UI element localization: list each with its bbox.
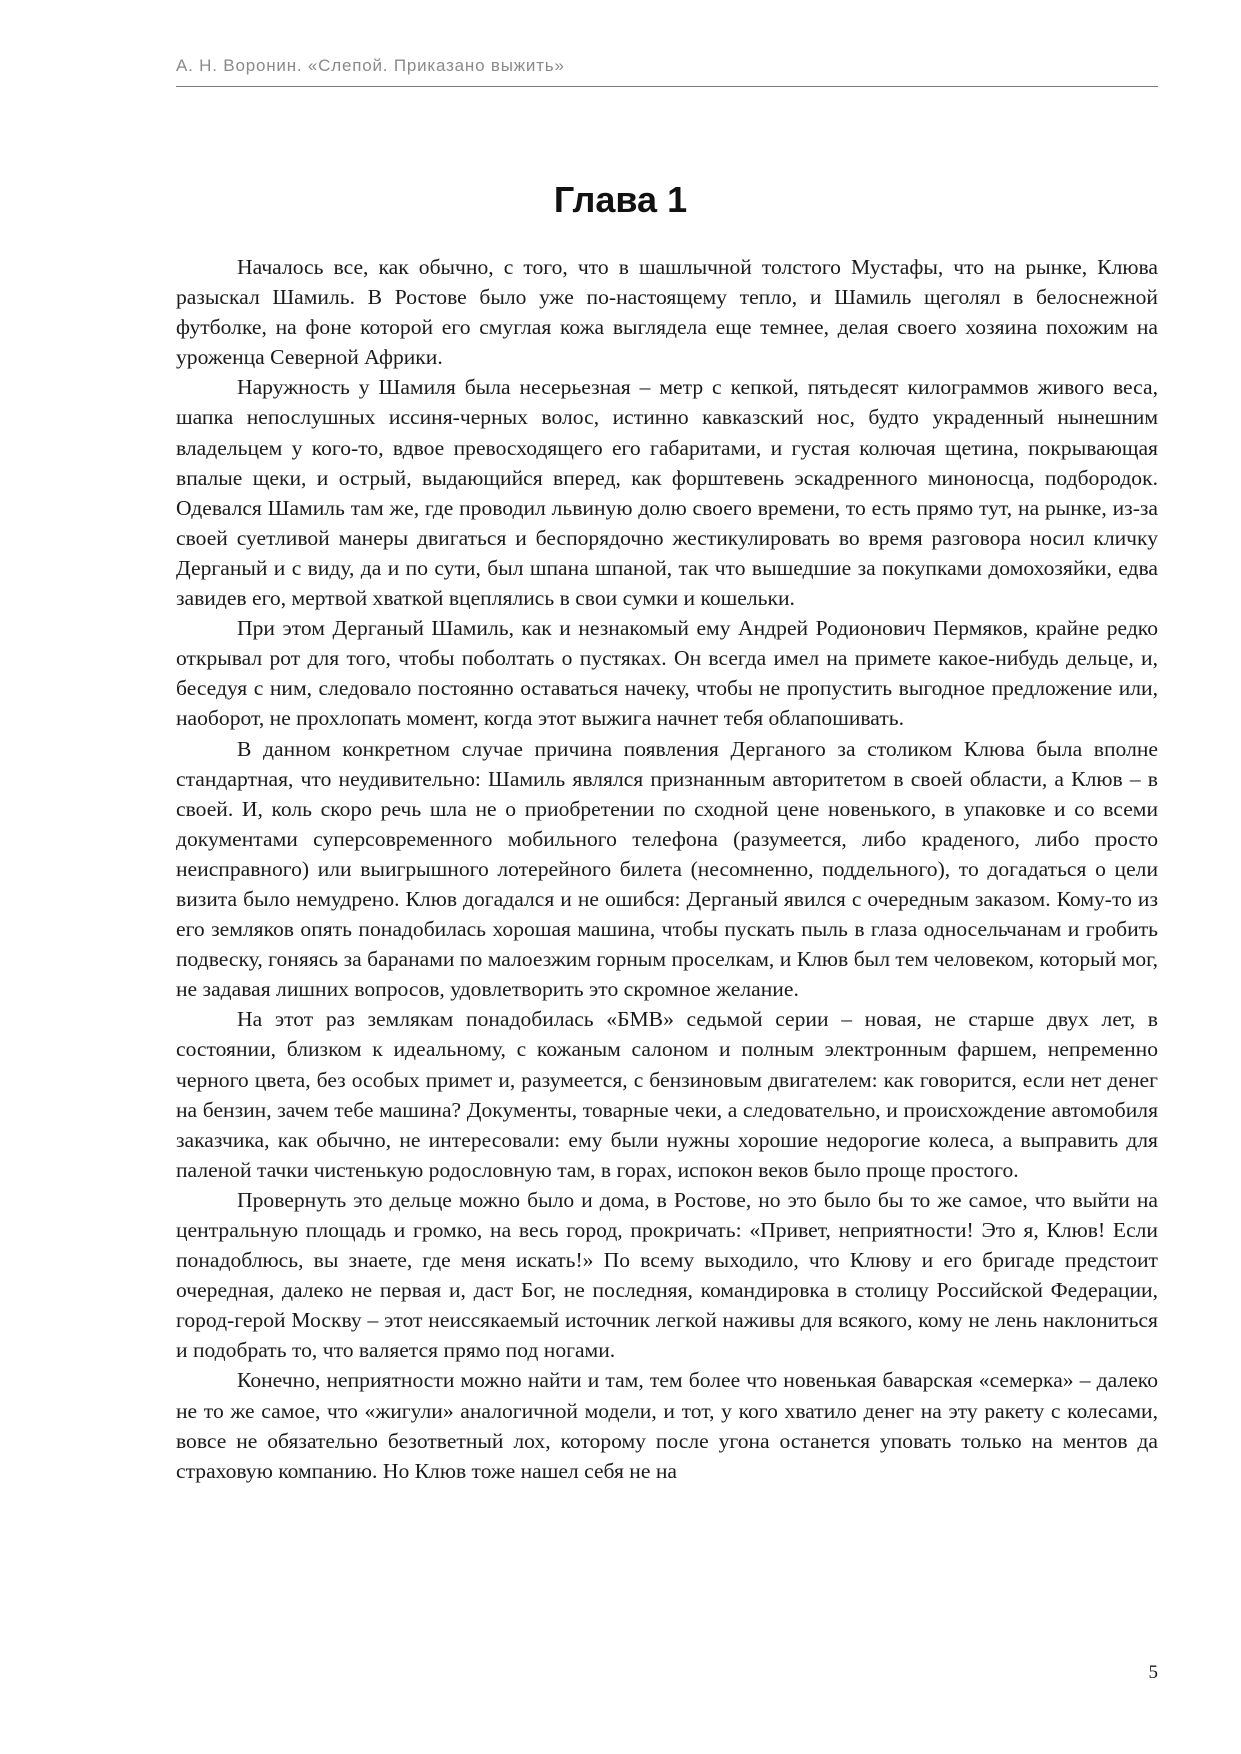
paragraph: Началось все, как обычно, с того, что в шашлычной толстого Мустафы, что на рынке, Клюва разыскал Шамиль. В Ростове было уже по-настоящему тепло, и Шамиль щеголял в белоснежной футболке, на фоне которой его смуглая кожа выглядела еще темнее, делая своего хозяина похожим на уроженца Северной Африки. bbox=[176, 255, 1158, 370]
paragraph: Наружность у Шамиля была несерьезная – метр с кепкой, пятьдесят килограммов живого веса, шапка непослушных иссиня-черных волос, истинно кавказский нос, будто украденный нынешним владельцем у кого-то, вдвое превосходящего его габаритами, и густая колючая щетина, покрывающая впалые щеки, и острый, выдающийся вперед, как форштевень эскадренного миноносца, подбородок. Одевался Шамиль там же, где проводил львиную долю своего времени, то есть прямо тут, на рынке, из-за своей суетливой манеры двигаться и беспорядочно жестикулировать во время разговора носил кличку Дерганый и с виду, да и по сути, был шпана шпаной, так что вышедшие за покупками домохозяйки, едва завидев его, мертвой хваткой вцеплялись в свои сумки и кошельки. bbox=[176, 375, 1158, 611]
paragraph: Конечно, неприятности можно найти и там, тем более что новенькая баварская «семерка» – далеко не то же самое, что «жигули» аналогичной модели, и тот, у кого хватило денег на эту ракету с колесами, вовсе не обязательно безответный лох, которому после угона останется уповать только на ментов да страховую компанию. Но Клюв тоже нашел себя не на bbox=[176, 1368, 1158, 1483]
chapter-title: Глава 1 bbox=[553, 179, 688, 220]
running-header: А. Н. Воронин. «Слепой. Приказано выжить» bbox=[176, 56, 565, 75]
body-text bbox=[176, 252, 1158, 1486]
paragraph: При этом Дерганый Шамиль, как и незнакомый ему Андрей Родионович Пермяков, крайне редко открывал рот для того, чтобы поболтать о пустяках. Он всегда имел на примете какое-нибудь дельце, и, беседуя с ним, следовало постоянно оставаться начеку, чтобы не пропустить выгодное предложение или, наоборот, не прохлопать момент, когда этот выжига начнет тебя облапошивать. bbox=[176, 616, 1158, 731]
header-divider bbox=[176, 86, 1158, 87]
page-number: 5 bbox=[1148, 1662, 1158, 1683]
paragraph: На этот раз землякам понадобилась «БМВ» седьмой серии – новая, не старше двух лет, в состоянии, близком к идеальному, с кожаным салоном и полным электронным фаршем, непременно черного цвета, без особых примет и, разумеется, с бензиновым двигателем: как говорится, если нет денег на бензин, зачем тебе машина? Документы, товарные чеки, а следовательно, и происхождение автомобиля заказчика, как обычно, не интересовали: ему были нужны хорошие недорогие колеса, а выправить для паленой тачки чистенькую родословную там, в горах, испокон веков было проще простого. bbox=[176, 1007, 1158, 1182]
paragraph: Провернуть это дельце можно было и дома, в Ростове, но это было бы то же самое, что выйти на центральную площадь и громко, на весь город, прокричать: «Привет, неприятности! Это я, Клюв! Если понадоблюсь, вы знаете, где меня искать!» По всему выходило, что Клюву и его бригаде предстоит очередная, далеко не первая и, даст Бог, не последняя, командировка в столицу Российской Федерации, город-герой Москву – этот неиссякаемый источник легкой наживы для всякого, кому не лень наклониться и подобрать то, что валяется прямо под ногами. bbox=[176, 1187, 1158, 1363]
paragraph: В данном конкретном случае причина появления Дерганого за столиком Клюва была вполне стандартная, что неудивительно: Шамиль являлся признанным авторитетом в своей области, а Клюв – в своей. И, коль скоро речь шла не о приобретении по сходной цене новенького, в упаковке и со всеми документами суперсовременного мобильного телефона (разумеется, либо краденого, либо просто неисправного) или выигрышного лотерейного билета (несомненно, поддельного), то догадаться о цели визита было немудрено. Клюв догадался и не ошибся: Дерганый явился с очередным заказом. Кому-то из его земляков опять понадобилась хорошая машина, чтобы пускать пыль в глаза односельчанам и гробить подвеску, гоняясь за баранами по малоезжим горным проселкам, и Клюв был тем человеком, который мог, не задавая лишних вопросов, удовлетворить это скромное желание. bbox=[176, 736, 1158, 1002]
